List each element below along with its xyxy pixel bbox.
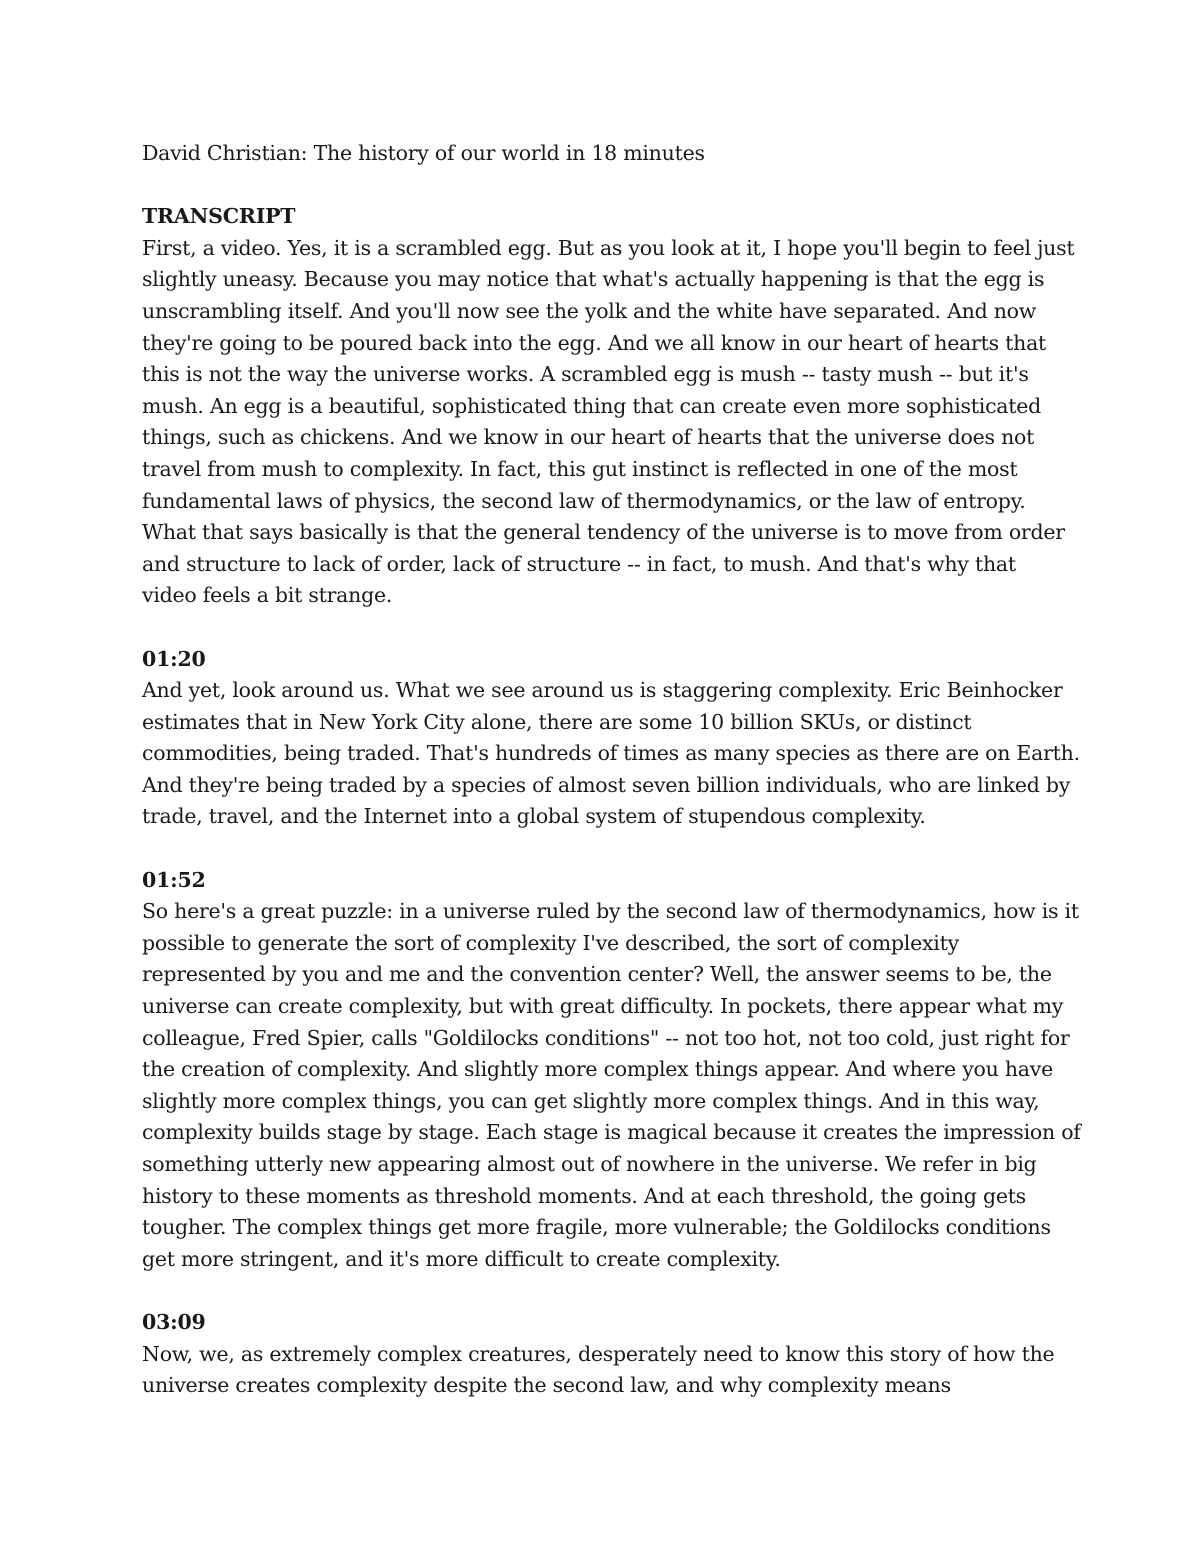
spacer: [142, 1275, 1072, 1307]
paragraph-line: Now, we, as extremely complex creatures, desperately need to know this story of how the: [142, 1341, 1055, 1366]
transcript-heading: TRANSCRIPT: [142, 204, 296, 229]
paragraph-line: universe can create complexity, but with great difficulty. In pockets, there appear what my: [142, 994, 1064, 1019]
paragraph-line: this is not the way the universe works. A scrambled egg is mush -- tasty mush -- but it's: [142, 362, 1029, 387]
document-title: David Christian: The history of our world in 18 minutes: [142, 141, 705, 165]
paragraph-line: possible to generate the sort of complexity I've described, the sort of complexity: [142, 930, 959, 955]
paragraph-line: estimates that in New York City alone, there are some 10 billion SKUs, or distinct: [142, 709, 972, 734]
paragraph-line: get more stringent, and it's more difficult to create complexity.: [142, 1246, 781, 1271]
paragraph-line: slightly uneasy. Because you may notice that what's actually happening is that the egg is: [142, 267, 1045, 292]
paragraph-line: travel from mush to complexity. In fact, this gut instinct is reflected in one of the most: [142, 456, 1018, 481]
timestamp: 01:20: [142, 646, 206, 671]
paragraph-line: trade, travel, and the Internet into a global system of stupendous complexity.: [142, 804, 926, 829]
paragraph-line: complexity builds stage by stage. Each stage is magical because it creates the impression of: [142, 1120, 1081, 1145]
paragraph-line: slightly more complex things, you can get slightly more complex things. And in this way,: [142, 1088, 1040, 1113]
paragraph-line: things, such as chickens. And we know in our heart of hearts that the universe does not: [142, 425, 1035, 450]
paragraph-line: and structure to lack of order, lack of structure -- in fact, to mush. And that's why that: [142, 551, 1016, 576]
transcript-section-0120: [142, 644, 1080, 834]
paragraph-line: What that says basically is that the general tendency of the universe is to move from order: [142, 520, 1065, 545]
paragraph-line: So here's a great puzzle: in a universe ruled by the second law of thermodynamics, how is it: [142, 899, 1079, 924]
transcript-section-0152: [142, 865, 1081, 1276]
paragraph-line: the creation of complexity. And slightly more complex things appear. And where you have: [142, 1057, 1053, 1082]
paragraph-line: tougher. The complex things get more fragile, more vulnerable; the Goldilocks conditions: [142, 1215, 1051, 1240]
paragraph-line: they're going to be poured back into the egg. And we all know in our heart of hearts that: [142, 330, 1047, 355]
paragraph-line: represented by you and me and the convention center? Well, the answer seems to be, the: [142, 962, 1052, 987]
paragraph-line: And yet, look around us. What we see around us is staggering complexity. Eric Beinhocker: [142, 678, 1063, 703]
document-page: [142, 138, 1081, 1402]
spacer: [142, 612, 1072, 644]
paragraph-line: And they're being traded by a species of almost seven billion individuals, who are linked by: [142, 772, 1071, 797]
paragraph-line: First, a video. Yes, it is a scrambled egg. But as you look at it, I hope you'll begin to feel just: [142, 235, 1075, 260]
paragraph-line: universe creates complexity despite the second law, and why complexity means: [142, 1373, 951, 1398]
paragraph-line: fundamental laws of physics, the second law of thermodynamics, or the law of entropy.: [142, 488, 1026, 513]
spacer: [142, 833, 1072, 865]
timestamp: 03:09: [142, 1309, 206, 1334]
paragraph-line: colleague, Fred Spier, calls "Goldilocks conditions" -- not too hot, not too cold, just right for: [142, 1025, 1070, 1050]
spacer: [142, 170, 1072, 202]
transcript-section-intro: [142, 233, 1075, 612]
paragraph-line: something utterly new appearing almost out of nowhere in the universe. We refer in big: [142, 1152, 1037, 1176]
paragraph-line: video feels a bit strange.: [142, 583, 393, 608]
paragraph-line: commodities, being traded. That's hundreds of times as many species as there are on Earth.: [142, 741, 1080, 766]
paragraph-line: unscrambling itself. And you'll now see the yolk and the white have separated. And now: [142, 298, 1037, 323]
timestamp: 01:52: [142, 867, 206, 892]
paragraph-line: mush. An egg is a beautiful, sophisticated thing that can create even more sophisticated: [142, 393, 1042, 418]
transcript-section-0309: [142, 1307, 1072, 1402]
paragraph-line: history to these moments as threshold moments. And at each threshold, the going gets: [142, 1183, 1026, 1208]
